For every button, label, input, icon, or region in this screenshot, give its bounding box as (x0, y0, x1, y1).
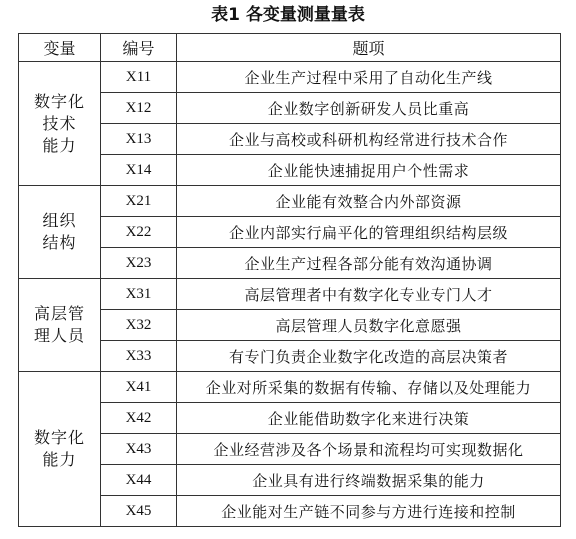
table-row (19, 155, 561, 186)
code-cell: X23 (101, 248, 177, 279)
measurement-table (18, 33, 561, 527)
variable-line: 组织 (42, 211, 77, 230)
item-cell: 企业生产过程中采用了自动化生产线 (177, 62, 561, 93)
item-cell: 企业内部实行扁平化的管理组织结构层级 (177, 217, 561, 248)
variable-cell-org-structure (19, 186, 101, 279)
table-row (19, 93, 561, 124)
table-row (19, 62, 561, 93)
item-cell: 企业数字创新研发人员比重高 (177, 93, 561, 124)
item-cell: 企业经营涉及各个场景和流程均可实现数据化 (177, 434, 561, 465)
code-cell: X32 (101, 310, 177, 341)
table-title: 表1 各变量测量量表 (211, 5, 365, 25)
code-cell: X31 (101, 279, 177, 310)
variable-line: 能力 (42, 135, 77, 155)
table-row (19, 496, 561, 527)
item-cell: 企业能借助数字化来进行决策 (177, 403, 561, 434)
variable-line: 技术 (42, 113, 77, 133)
variable-cell-digital-capability (19, 372, 101, 527)
item-cell: 企业能对生产链不同参与方进行连接和控制 (177, 496, 561, 527)
table-row (19, 124, 561, 155)
table-row (19, 434, 561, 465)
code-cell: X45 (101, 496, 177, 527)
code-cell: X41 (101, 372, 177, 403)
code-cell: X14 (101, 155, 177, 186)
item-cell: 高层管理者中有数字化专业专门人才 (177, 279, 561, 310)
item-cell: 企业能快速捕捉用户个性需求 (177, 155, 561, 186)
code-cell: X42 (101, 403, 177, 434)
code-cell: X21 (101, 186, 177, 217)
table-row (19, 341, 561, 372)
header-row (19, 34, 561, 62)
code-cell: X22 (101, 217, 177, 248)
table-row (19, 279, 561, 310)
item-cell: 企业生产过程各部分能有效沟通协调 (177, 248, 561, 279)
variable-line: 数字化 (33, 428, 85, 447)
item-cell: 企业对所采集的数据有传输、存储以及处理能力 (177, 372, 561, 403)
variable-line: 高层管 (33, 304, 85, 323)
table-row (19, 372, 561, 403)
table-row (19, 465, 561, 496)
table-row (19, 310, 561, 341)
variable-line: 能力 (42, 450, 77, 469)
item-cell: 高层管理人员数字化意愿强 (177, 310, 561, 341)
header-item: 题项 (177, 34, 561, 62)
variable-line: 理人员 (33, 326, 85, 345)
table-row (19, 217, 561, 248)
code-cell: X13 (101, 124, 177, 155)
variable-line: 数字化 (33, 91, 85, 111)
code-cell: X12 (101, 93, 177, 124)
table-row (19, 186, 561, 217)
table-row (19, 248, 561, 279)
table-row (19, 403, 561, 434)
code-cell: X33 (101, 341, 177, 372)
item-cell: 企业能有效整合内外部资源 (177, 186, 561, 217)
item-cell: 企业与高校或科研机构经常进行技术合作 (177, 124, 561, 155)
item-cell: 有专门负责企业数字化改造的高层决策者 (177, 341, 561, 372)
header-code: 编号 (101, 34, 177, 62)
item-cell: 企业具有进行终端数据采集的能力 (177, 465, 561, 496)
code-cell: X11 (101, 62, 177, 93)
variable-cell-digital-tech (19, 62, 101, 186)
code-cell: X44 (101, 465, 177, 496)
variable-line: 结构 (42, 233, 77, 252)
header-variable: 变量 (19, 34, 101, 62)
code-cell: X43 (101, 434, 177, 465)
variable-cell-top-management (19, 279, 101, 372)
